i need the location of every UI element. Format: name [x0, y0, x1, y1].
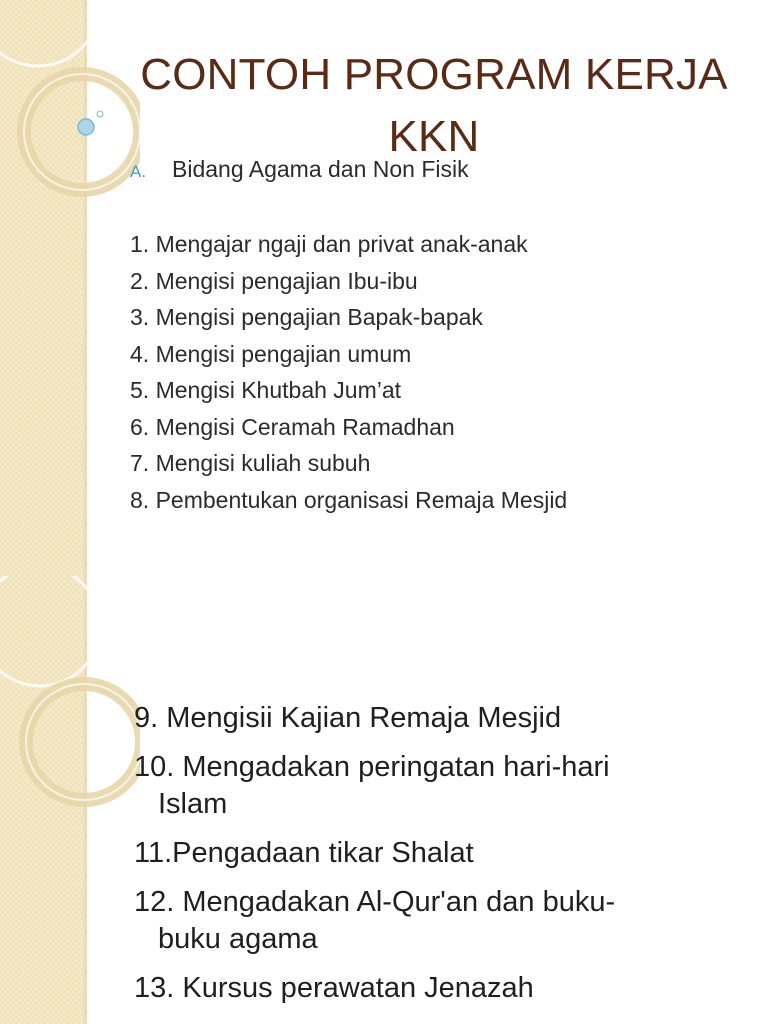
section-marker: A. [130, 162, 147, 181]
section-label: Bidang Agama dan Non Fisik [172, 156, 469, 182]
program-list-2 [134, 700, 734, 1019]
list-item: 7. Mengisi kuliah subuh [130, 450, 371, 476]
decorative-rings [0, 576, 140, 1024]
blue-bead-icon [78, 119, 94, 135]
list-item-line: 9. Mengisii Kajian Remaja Mesjid [134, 702, 562, 734]
list-item [134, 700, 734, 737]
list-item-line: 11.Pengadaan tikar Shalat [134, 837, 474, 869]
list-item-continuation: Islam [158, 788, 228, 820]
list-item [134, 884, 734, 958]
program-list-1 [130, 226, 567, 518]
list-item: 3. Mengisi pengajian Bapak-bapak [130, 304, 483, 330]
list-item: 1. Mengajar ngaji dan privat anak-anak [130, 231, 528, 257]
list-item-line: 12. Mengadakan Al-Qur'an dan buku- [134, 886, 616, 918]
list-item [134, 835, 734, 872]
list-item: 5. Mengisi Khutbah Jum’at [130, 377, 402, 403]
slide-2 [0, 576, 768, 1024]
list-item [134, 749, 734, 823]
section-heading [130, 156, 469, 183]
title-line-2: KKN [388, 112, 480, 161]
list-item: 2. Mengisi pengajian Ibu-ibu [130, 267, 418, 294]
list-item: 8. Pembentukan organisasi Remaja Mesjid [130, 486, 568, 513]
list-item-line: 10. Mengadakan peringatan hari-hari [134, 751, 610, 783]
list-item: 6. Mengisi Ceramah Ramadhan [130, 413, 455, 440]
list-item: 4. Mengisi pengajian umum [130, 340, 412, 367]
title-line-1: CONTOH PROGRAM KERJA [140, 50, 728, 99]
list-item-line: 13. Kursus perawatan Jenazah [134, 972, 534, 1004]
list-item [134, 970, 734, 1007]
list-item-continuation: buku agama [158, 923, 318, 955]
slide-title [100, 44, 768, 168]
